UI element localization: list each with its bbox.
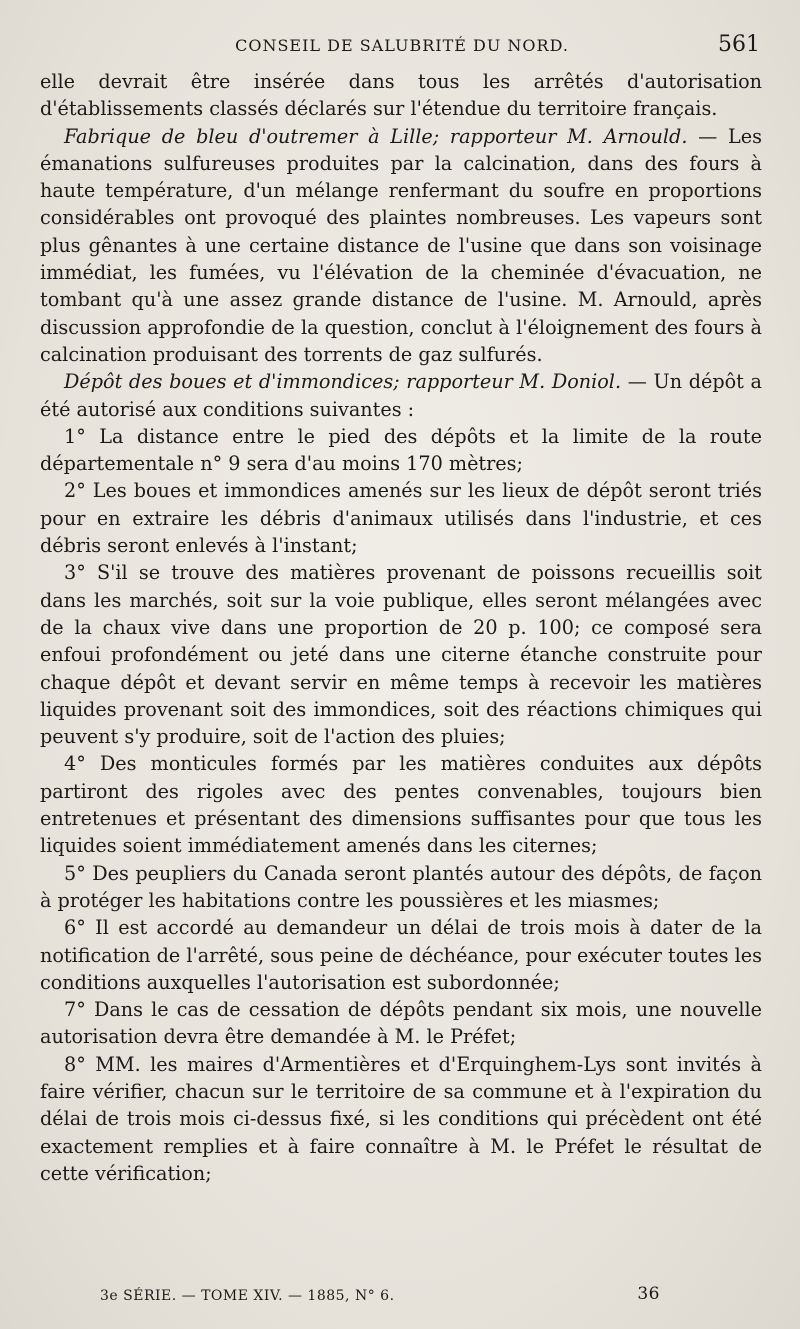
section-heading: Dépôt des boues et d'immondices; rapporteur M. Doniol. bbox=[64, 370, 622, 394]
page-header bbox=[44, 32, 760, 62]
condition-1: 1° La distance entre le pied des dépôts et la limite de la route départementale n° 9 sera d'au moins 170 mètres; bbox=[40, 424, 762, 476]
paragraph-bleu-outremer: Fabrique de bleu d'outremer à Lille; rapporteur M. Arnould. — Les émanations sulfureuses produites par la calcination, dans des fours à haute température, d'un mélange renfermant du soufre en proportions considérables ont provoqué des plaintes nombreuses. Les vapeurs sont plus gênantes à une certaine distance de l'usine que dans son voisinage immédiat, les fumées, vu l'élévation de la cheminée d'évacuation, ne tombant qu'à une assez grande distance de l'usine. M. Arnould, après discussion approfondie de la question, conclut à l'éloignement des fours à calcination produisant des torrents de gaz sulfurés. bbox=[40, 124, 762, 366]
condition-5: 5° Des peupliers du Canada seront plantés autour des dépôts, de façon à protéger les habitations contre les poussières et les miasmes; bbox=[40, 861, 762, 912]
condition-8: 8° MM. les maires d'Armentières et d'Erquinghem-Lys sont invités à faire vérifier, chacun sur le territoire de sa commune et à l'expiration du délai de trois mois ci-dessus fixé, si les conditions qui précèdent ont été exactement remplies et à faire connaître à M. le Préfet le résultat de cette vérification; bbox=[40, 1052, 762, 1185]
body-text bbox=[40, 68, 762, 1187]
running-head: CONSEIL DE SALUBRITÉ DU NORD. bbox=[235, 36, 569, 55]
condition-2: 2° Les boues et immondices amenés sur les lieux de dépôt seront triés pour en extraire les débris d'animaux utilisés dans l'industrie, et ces débris seront enlevés à l'instant; bbox=[40, 479, 762, 558]
page-number: 561 bbox=[718, 32, 760, 57]
series-line: 3e SÉRIE. — TOME XIV. — 1885, N° 6. bbox=[100, 1288, 395, 1304]
signature-mark: 36 bbox=[637, 1284, 660, 1304]
condition-4: 4° Des monticules formés par les matières conduites aux dépôts partiront des rigoles avec des pentes convenables, toujours bien entretenues et présentant des dimensions suffisantes pour que tous les liquides soient immédiatement amenés dans les citernes; bbox=[40, 752, 762, 858]
condition-6: 6° Il est accordé au demandeur un délai de trois mois à dater de la notification de l'arrêté, sous peine de déchéance, pour exécuter toutes les conditions auxquelles l'autorisation est subordonnée; bbox=[40, 916, 762, 994]
paragraph-continuation: elle devrait être insérée dans tous les arrêtés d'autorisation d'établissements classés déclarés sur l'étendue du territoire français. bbox=[40, 70, 762, 121]
condition-3: 3° S'il se trouve des matières provenant de poissons recueillis soit dans les marchés, soit sur la voie publique, elles seront mélangées avec de la chaux vive dans une proportion de 20 p. 100; ce composé sera enfoui profondément ou jeté dans une citerne étanche construite pour chaque dépôt et devant servir en même temps à recevoir les matières liquides provenant soit des immondices, soit des réactions chimiques qui peuvent s'y produire, soit de l'action des pluies; bbox=[40, 561, 762, 749]
paragraph-depot-boues: Dépôt des boues et d'immondices; rapporteur M. Doniol. — Un dépôt a été autorisé aux conditions suivantes : bbox=[40, 370, 762, 421]
section-heading: Fabrique de bleu d'outremer à Lille; rapporteur M. Arnould. bbox=[64, 124, 688, 148]
condition-7: 7° Dans le cas de cessation de dépôts pendant six mois, une nouvelle autorisation devra être demandée à M. le Préfet; bbox=[40, 998, 762, 1049]
